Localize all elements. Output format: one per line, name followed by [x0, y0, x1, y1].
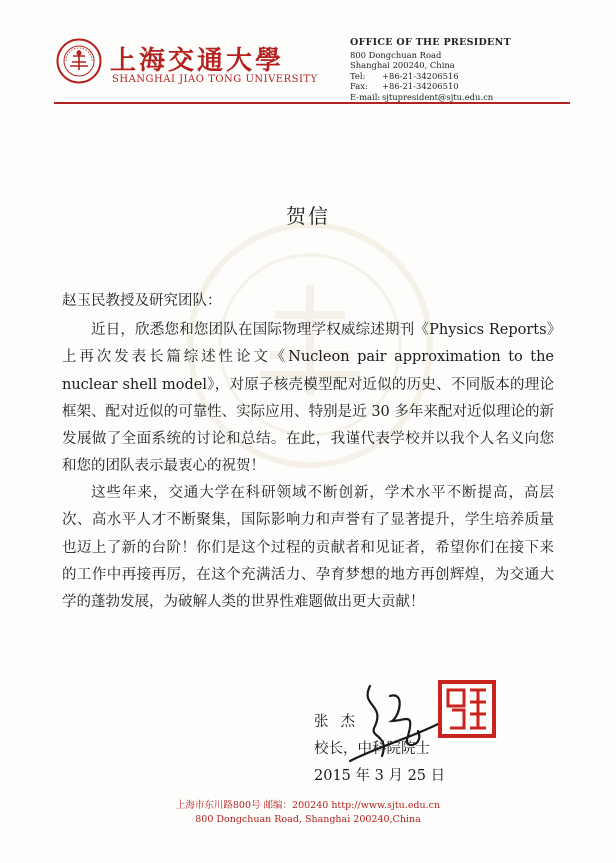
fax-label: Fax:: [350, 81, 368, 92]
footer-line-1: 上海市东川路800号 邮编：200240 http://www.sjtu.edu.cn: [175, 800, 441, 811]
paragraph-1: 近日，欣悉您和您团队在国际物理学权威综述期刊《Physics Reports》上再次发表长篇综述性论文《Nucleon pair approximation to the nuclear shell model》，对原子核壳模型配对近似的历史、不同版本的理论框架、配对近似的可靠性、实际应用、特别是近 30 多年来配对近似理论的新发展做了全面系统的讨论和总结。在此，我谨代表学校并以我个人名义向您和您的团队表示最衷心的祝贺！: [62, 322, 554, 475]
fax-value: +86-21-34206510: [382, 81, 459, 92]
office-title: OFFICE OF THE PRESIDENT: [350, 37, 511, 48]
address-line-1: 800 Dongchuan Road: [350, 49, 442, 60]
email-label: E-mail:: [350, 91, 381, 102]
footer: [0, 799, 616, 827]
tel-value: +86-21-34206516: [382, 70, 459, 81]
red-seal-stamp-icon: [438, 680, 496, 738]
tel-row: [350, 71, 511, 82]
university-seal-icon: [56, 38, 102, 84]
letterhead-divider: [54, 102, 570, 104]
letter-title: 贺信: [286, 204, 330, 228]
tel-label: Tel:: [350, 70, 366, 81]
signer-title: 校长，中科院院士: [314, 741, 430, 757]
email-value: sjtupresident@sjtu.edu.cn: [382, 91, 494, 102]
fax-row: [350, 81, 511, 92]
university-name-en: SHANGHAI JIAO TONG UNIVERSITY: [112, 74, 318, 85]
address-line-2: Shanghai 200240, China: [350, 60, 455, 71]
email-row: [350, 92, 511, 103]
office-address-block: [350, 38, 511, 103]
letter-date: 2015 年 3 月 25 日: [314, 768, 446, 784]
university-name-cn: 上海交通大學: [110, 46, 285, 76]
footer-line-2: 800 Dongchuan Road, Shanghai 200240,China: [195, 814, 421, 825]
paragraph-2: 这些年来，交通大学在科研领域不断创新，学术水平不断提高，高层次、高水平人才不断聚集，国际影响力和声誉有了显著提升，学生培养质量也迈上了新的台阶！你们是这个过程的贡献者和见证者，希望你们在接下来的工作中再接再厉，在这个充满活力、孕育梦想的地方再创辉煌，为交通大学的蓬勃发展，为破解人类的世界性难题做出更大贡献！: [62, 485, 554, 611]
salutation: 赵玉民教授及研究团队：: [62, 293, 222, 309]
signer-name: 张杰: [314, 714, 367, 730]
